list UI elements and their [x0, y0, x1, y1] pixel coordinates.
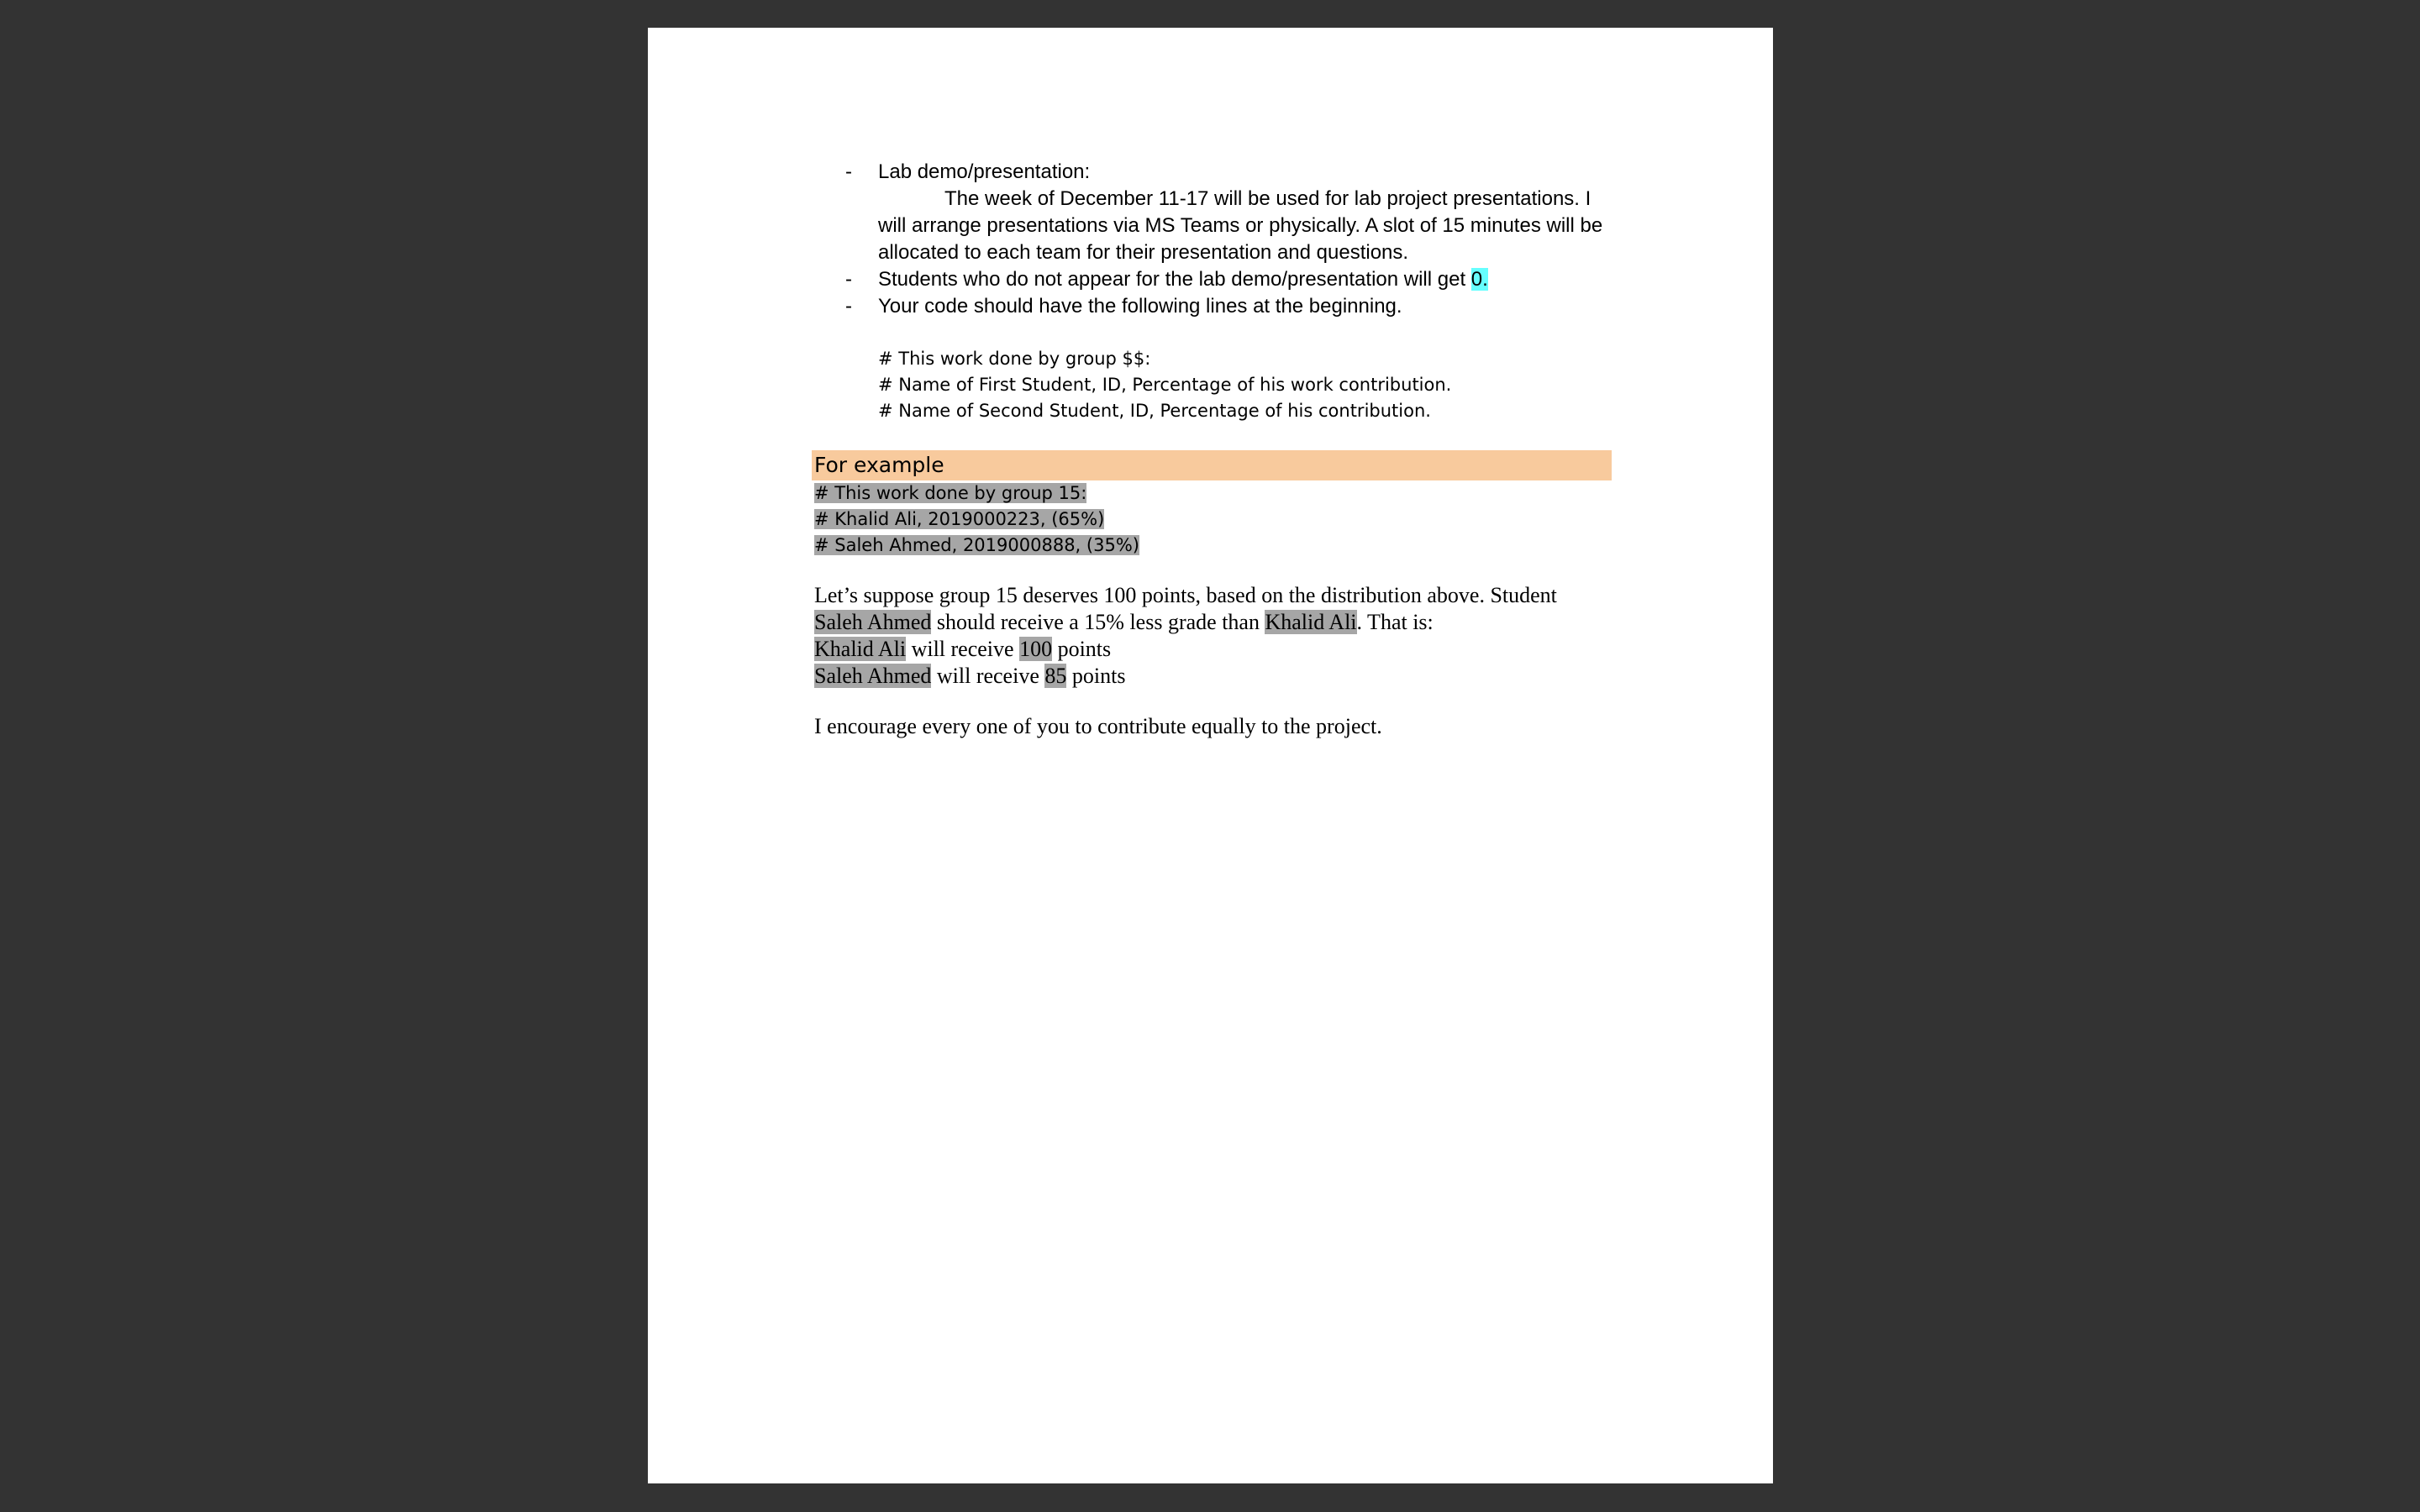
bullet-item-absence: [812, 266, 1612, 293]
bullet-dash: -: [845, 268, 852, 291]
name-saleh: Saleh Ahmed: [814, 610, 932, 634]
example-code-block: [812, 480, 1612, 559]
name-khalid: Khalid Ali: [814, 637, 907, 661]
result-line-khalid: [814, 636, 1612, 663]
bullet-item-lab-demo: [812, 159, 1612, 266]
example-code-text: # Saleh Ahmed, 2019000888, (35%): [814, 535, 1139, 555]
bullet-paragraph-text: The week of December 11-17 will be used for lab project presentations. I will arrange presentations via MS Teams or physically. A slot of 15 minutes will be allocated to each team for their presentation and questions.: [878, 187, 1603, 264]
example-code-line: [814, 480, 1612, 507]
code-template-block: [812, 346, 1612, 424]
points-word: points: [1052, 637, 1112, 661]
page-content: [812, 159, 1612, 740]
bullet-list: [812, 159, 1612, 320]
highlight-zero: 0.: [1470, 268, 1488, 291]
result-line-saleh: [814, 663, 1612, 690]
name-khalid: Khalid Ali: [1265, 610, 1357, 634]
bullet-title: Lab demo/presentation:: [878, 160, 1091, 183]
example-code-text: # Khalid Ali, 2019000223, (65%): [814, 509, 1105, 529]
example-code-line: [814, 533, 1612, 559]
explanation-mid: should receive a 15% less grade than: [931, 610, 1265, 634]
name-saleh: Saleh Ahmed: [814, 664, 932, 688]
bullet-text: Students who do not appear for the lab demo/presentation will get: [878, 268, 1471, 291]
bullet-dash: -: [845, 160, 852, 183]
bullet-dash: -: [845, 295, 852, 318]
bullet-paragraph: [878, 186, 1612, 266]
explanation-paragraph: [812, 582, 1612, 690]
bullet-item-code-header: [812, 293, 1612, 320]
closing-paragraph: I encourage every one of you to contribute equally to the project.: [814, 714, 1382, 738]
document-page: [648, 28, 1773, 1483]
saleh-points: 85: [1044, 664, 1067, 688]
receive-text: will receive: [906, 637, 1020, 661]
example-header: For example: [812, 450, 1612, 480]
code-line: # Name of First Student, ID, Percentage of his work contribution.: [878, 375, 1452, 395]
bullet-body: [878, 159, 1612, 266]
example-code-line: [814, 507, 1612, 533]
bullet-text: Your code should have the following lines at the beginning.: [878, 295, 1402, 318]
explanation-line-2: [814, 609, 1612, 636]
code-line: # Name of Second Student, ID, Percentage of his contribution.: [878, 401, 1431, 421]
explanation-end: . That is:: [1356, 610, 1434, 634]
khalid-points: 100: [1019, 637, 1053, 661]
explanation-line-1: Let’s suppose group 15 deserves 100 points, based on the distribution above. Student: [814, 583, 1557, 607]
receive-text: will receive: [931, 664, 1045, 688]
code-line: # This work done by group $$:: [878, 349, 1151, 369]
points-word: points: [1066, 664, 1126, 688]
example-code-text: # This work done by group 15:: [814, 483, 1087, 503]
